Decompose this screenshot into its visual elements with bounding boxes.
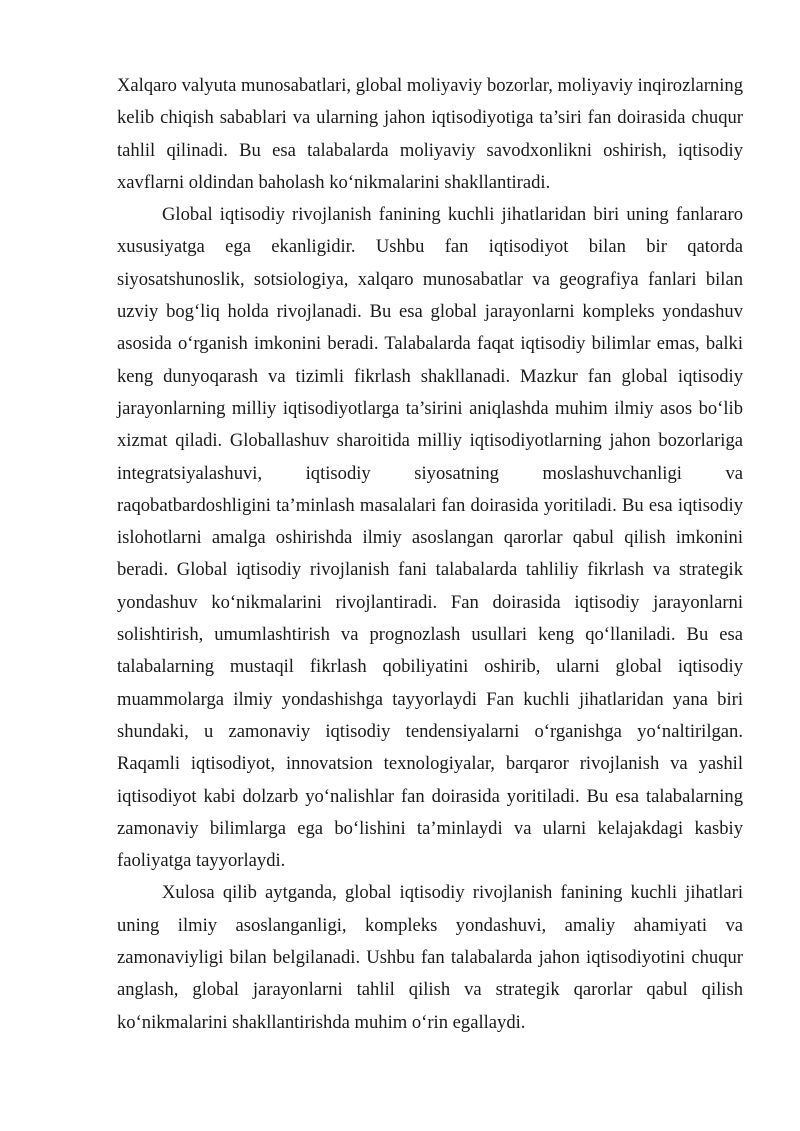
paragraph-intro: Xalqaro valyuta munosabatlari, global moliyaviy bozorlar, moliyaviy inqirozlarning kelib chiqish sabablari va ularning jahon iqtisodiyotiga ta’siri fan doirasida chuqur tahlil qilinadi. Bu esa talabalarda moliyaviy savodxonlikni oshirish, iqtisodiy xavflarni oldindan baholash ko‘nikmalarini shakllantiradi. [117, 75, 743, 193]
paragraph-conclusion: Xulosa qilib aytganda, global iqtisodiy rivojlanish fanining kuchli jihatlari uning ilmiy asoslanganligi, kompleks yondashuvi, amaliy ahamiyati va zamonaviyligi bilan belgilanadi. Ushbu fan talabalarda jahon iqtisodiyotini chuqur anglash, global jarayonlarni tahlil qilish va strategik qarorlar qabul qilish ko‘nikmalarini shakllantirishda muhim o‘rin egallaydi. [117, 882, 743, 1033]
paragraph-interdisciplinary: Global iqtisodiy rivojlanish fanining kuchli jihatlaridan biri uning fanlararo xususiyatga ega ekanligidir. Ushbu fan iqtisodiyot bilan bir qatorda siyosatshunoslik, sotsiologiya, xalqaro munosabatlar va geografiya fanlari bilan uzviy bog‘liq holda rivojlanadi. Bu esa global jarayonlarni kompleks yondashuv asosida o‘rganish imkonini beradi. Talabalarda faqat iqtisodiy bilimlar emas, balki keng dunyoqarash va tizimli fikrlash shakllanadi. Mazkur fan global iqtisodiy jarayonlarning milliy iqtisodiyotlarga ta’sirini aniqlashda muhim ilmiy asos bo‘lib xizmat qiladi. Globallashuv sharoitida milliy iqtisodiyotlarning jahon bozorlariga integratsiyalashuvi, iqtisodiy siyosatning moslashuvchanligi va raqobatbardoshligini ta’minlash masalalari fan doirasida yoritiladi. Bu esa iqtisodiy islohotlarni amalga oshirishda ilmiy asoslangan qarorlar qabul qilish imkonini beradi. Global iqtisodiy rivojlanish fani talabalarda tahliliy fikrlash va strategik yondashuv ko‘nikmalarini rivojlantiradi. Fan doirasida iqtisodiy jarayonlarni solishtirish, umumlashtirish va prognozlash usullari keng qo‘llaniladi. Bu esa talabalarning mustaqil fikrlash qobiliyatini oshirib, ularni global iqtisodiy muammolarga ilmiy yondashishga tayyorlaydi Fan kuchli jihatlaridan yana biri shundaki, u zamonaviy iqtisodiy tendensiyalarni o‘rganishga yo‘naltirilgan. Raqamli iqtisodiyot, innovatsion texnologiyalar, barqaror rivojlanish va yashil iqtisodiyot kabi dolzarb yo‘nalishlar fan doirasida yoritiladi. Bu esa talabalarning zamonaviy bilimlarga ega bo‘lishini ta’minlaydi va ularni kelajakdagi kasbiy faoliyatga tayyorlaydi. [117, 204, 743, 872]
document-body [117, 70, 743, 1039]
